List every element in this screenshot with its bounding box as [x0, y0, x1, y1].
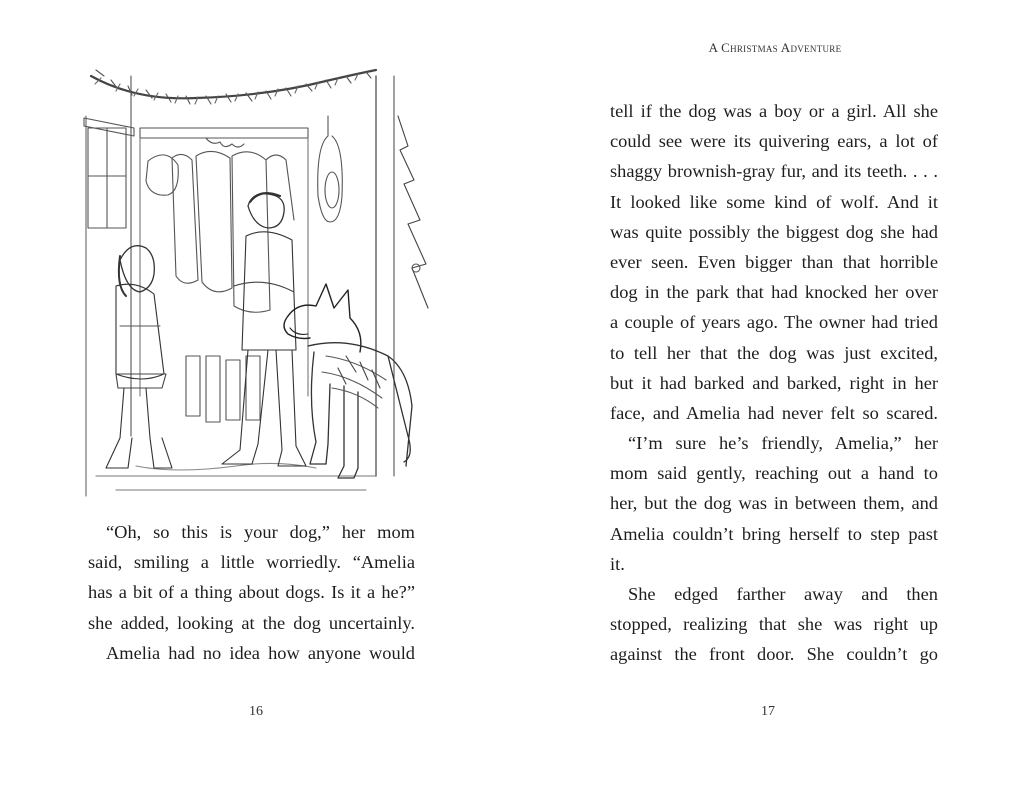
text-line: it.: [610, 553, 625, 574]
right-page: [512, 0, 1024, 788]
right-page-body: [610, 96, 938, 670]
text-line: her, but the dog was in between them, and: [610, 493, 938, 514]
text-line: against the front door. She couldn’t go: [610, 644, 938, 665]
text-line: ever seen. Even bigger than that horrible: [610, 251, 938, 272]
text-line: stopped, realizing that she was right up: [610, 614, 938, 635]
left-page-body: [88, 517, 415, 668]
text-line: face, and Amelia had never felt so scared.: [610, 402, 938, 423]
text-line: has a bit of a thing about dogs. Is it a he?”: [88, 582, 415, 603]
pencil-illustration-icon: [76, 56, 436, 502]
text-line: mom said gently, reaching out a hand to: [610, 463, 938, 484]
text-line: could see were its quivering ears, a lot of: [610, 131, 938, 152]
text-line: dog in the park that had knocked her over: [610, 282, 938, 303]
text-line: It looked like some kind of wolf. And it: [610, 191, 938, 212]
text-line: to tell her that the dog was just excited,: [610, 342, 938, 363]
page-number: 16: [249, 704, 263, 719]
chapter-illustration: [76, 56, 436, 502]
text-line: Amelia had no idea how anyone would: [106, 642, 415, 663]
text-line: a couple of years ago. The owner had tried: [610, 312, 938, 333]
text-line: “I’m sure he’s friendly, Amelia,” her: [628, 433, 938, 454]
running-head: A Christmas Adventure: [708, 40, 842, 55]
text-line: tell if the dog was a boy or a girl. All she: [610, 101, 938, 121]
page-number: 17: [761, 704, 775, 719]
text-line: Amelia couldn’t bring herself to step past: [610, 523, 938, 544]
text-line: She edged farther away and then: [628, 584, 938, 604]
text-line: but it had barked and barked, right in her: [610, 372, 938, 393]
text-line: “Oh, so this is your dog,” her mom: [106, 522, 415, 542]
text-line: said, smiling a little worriedly. “Amelia: [88, 552, 415, 573]
text-line: shaggy brownish-gray fur, and its teeth. . . .: [610, 161, 938, 182]
text-line: she added, looking at the dog uncertainly.: [88, 612, 415, 633]
text-line: was quite possibly the biggest dog she had: [610, 221, 938, 242]
